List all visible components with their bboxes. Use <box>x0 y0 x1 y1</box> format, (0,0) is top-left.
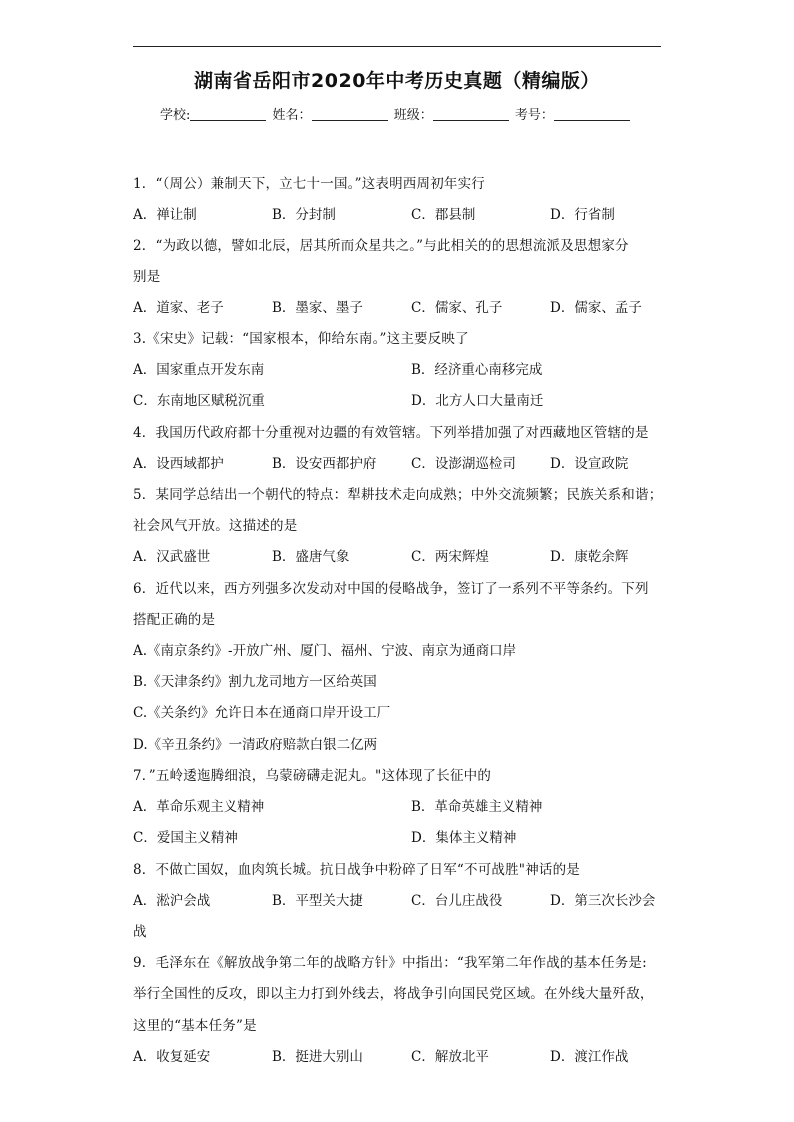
question-2-line-2: 别是 <box>133 269 161 285</box>
question-6-option-c: C.《关条约》允许日本在通商口岸开设工厂 <box>133 705 391 721</box>
exam-no-blank[interactable] <box>554 107 630 121</box>
question-8-option-d: D．第三次长沙会 <box>550 893 656 909</box>
question-5-option-d: D．康乾余辉 <box>550 549 629 565</box>
question-5-option-b: B．盛唐气象 <box>272 549 350 565</box>
question-2-line-1: 2．“为政以德，譬如北辰，居其所而众星共之。”与此相关的的思想流派及思想家分 <box>133 238 629 254</box>
question-3-line-1: 3.《宋史》记载：“国家根本，仰给东南。”这主要反映了 <box>133 331 469 347</box>
question-8-option-d-wrap: 战 <box>133 924 147 940</box>
question-8-option-a: A．淞沪会战 <box>133 893 211 909</box>
question-5-line-1: 5．某同学总结出一个朝代的特点：犁耕技术走向成熟；中外交流频繁；民族关系和谐； <box>133 487 663 503</box>
question-2-option-b: B．墨家、墨子 <box>272 300 363 316</box>
question-6-line-2: 搭配正确的是 <box>133 612 216 628</box>
question-9-option-c: C．解放北平 <box>411 1049 489 1065</box>
question-1-line-1: 1．“（周公）兼制天下，立七十一国。”这表明西周初年实行 <box>133 176 485 192</box>
question-7-line-1: 7．”五岭逶迤腾细浪，乌蒙磅礴走泥丸。"这体现了长征中的 <box>133 768 492 784</box>
question-8-option-b: B．平型关大捷 <box>272 893 363 909</box>
question-7-option-c: C．爱国主义精神 <box>133 830 238 846</box>
question-9-line-1: 9．毛泽东在《解放战争第二年的战略方针》中指出：“我军第二年作战的基本任务是: <box>133 955 647 971</box>
question-4-option-a: A．设西域都护 <box>133 456 224 472</box>
question-8-option-c: C．台儿庄战役 <box>411 893 503 909</box>
class-label: 班级： <box>393 108 433 123</box>
question-1-option-c: C．郡县制 <box>411 207 476 223</box>
question-4-option-b: B．设安西都护府 <box>272 456 377 472</box>
question-2-option-a: A．道家、老子 <box>133 300 224 316</box>
question-7-option-b: B．革命英雄主义精神 <box>411 799 543 815</box>
question-3-option-b: B．经济重心南移完成 <box>411 362 543 378</box>
question-5-line-2: 社会风气开放。这描述的是 <box>133 518 298 534</box>
question-4-option-c: C．设澎湖巡检司 <box>411 456 516 472</box>
exam-no-label: 考号： <box>514 108 554 123</box>
question-4-line-1: 4．我国历代政府都十分重视对边疆的有效管辖。下列举措加强了对西藏地区管辖的是 <box>133 425 649 441</box>
question-1-option-a: A．禅让制 <box>133 207 197 223</box>
question-6-option-b: B.《天津条约》割九龙司地方一区给英国 <box>133 674 377 690</box>
question-3-option-d: D．北方人口大量南迁 <box>411 393 544 409</box>
name-label: 姓名： <box>272 108 312 123</box>
question-6-option-a: A.《南京条约》-开放广州、厦门、福州、宁波、南京为通商口岸 <box>133 643 517 659</box>
top-rule <box>133 46 661 47</box>
question-9-line-3: 这里的“基本任务”是 <box>133 1018 257 1034</box>
school-blank[interactable] <box>190 107 266 121</box>
question-1-option-b: B．分封制 <box>272 207 336 223</box>
question-7-option-d: D．集体主义精神 <box>411 830 517 846</box>
question-7-option-a: A．革命乐观主义精神 <box>133 799 265 815</box>
question-3-option-c: C．东南地区赋税沉重 <box>133 393 265 409</box>
question-5-option-c: C．两宋辉煌 <box>411 549 489 565</box>
question-2-option-c: C．儒家、孔子 <box>411 300 503 316</box>
question-9-option-d: D．渡江作战 <box>550 1049 629 1065</box>
question-1-option-d: D．行省制 <box>550 207 615 223</box>
question-3-option-a: A．国家重点开发东南 <box>133 362 265 378</box>
question-4-option-d: D．设宣政院 <box>550 456 629 472</box>
question-8-line-1: 8．不做亡国奴，血肉筑长城。抗日战争中粉碎了日军“不可战胜"神话的是 <box>133 862 580 878</box>
question-6-option-d: D.《辛丑条约》一清政府赔款白银二亿两 <box>133 737 378 753</box>
question-9-option-a: A．收复延安 <box>133 1049 211 1065</box>
class-blank[interactable] <box>433 107 509 121</box>
question-9-option-b: B．挺进大别山 <box>272 1049 363 1065</box>
school-label: 学校: <box>160 108 191 123</box>
student-info-line <box>160 104 632 123</box>
name-blank[interactable] <box>312 107 388 121</box>
question-2-option-d: D．儒家、孟子 <box>550 300 642 316</box>
question-6-line-1: 6．近代以来，西方列强多次发动对中国的侵略战争，签订了一系列不平等条约。下列 <box>133 581 649 597</box>
question-5-option-a: A．汉武盛世 <box>133 549 211 565</box>
page-title: 湖南省岳阳市2020年中考历史真题（精编版） <box>194 70 600 92</box>
question-9-line-2: 举行全国性的反攻，即以主力打到外线去，将战争引向国民党区域。在外线大量歼敌， <box>133 986 654 1002</box>
